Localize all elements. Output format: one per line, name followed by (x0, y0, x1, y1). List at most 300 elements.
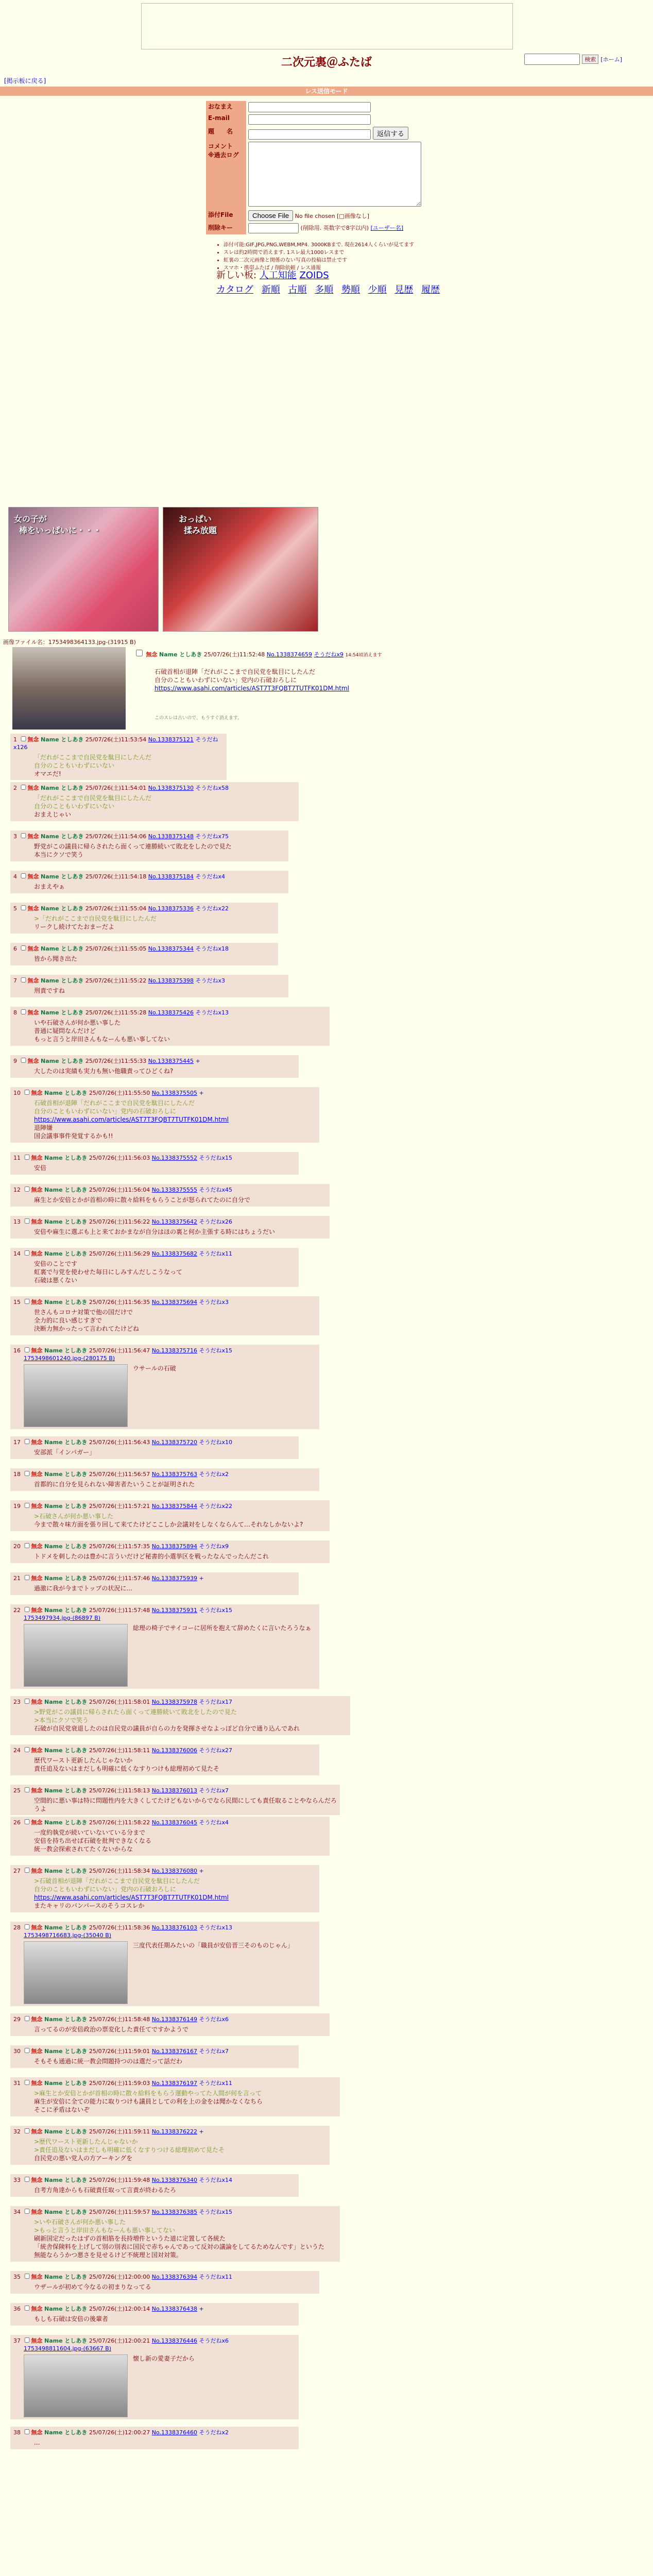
reply-number[interactable]: No.1338375344 (148, 945, 194, 952)
reply-checkbox[interactable] (20, 873, 27, 878)
reply-header (13, 1502, 326, 1510)
sodane-button[interactable]: そうだねx2 (199, 1471, 229, 1478)
nav-old[interactable]: 古順 (288, 284, 307, 295)
reply-line: もっと言うと岸田さんもなーんも悪い事してない (34, 1036, 170, 1043)
reply-checkbox[interactable] (24, 2080, 30, 2085)
reply-body (34, 1448, 296, 1456)
sodane-button[interactable]: そうだねx11 (199, 1250, 233, 1257)
op-line: 石破首相が退陣「だれがここまで自民党を駄目にしたんだ (154, 668, 316, 675)
reply-index: 33 (13, 2177, 21, 2183)
top-banner[interactable] (141, 3, 513, 49)
reply-line: オマエだ! (34, 770, 61, 777)
sodane-button[interactable]: そうだねx2 (199, 2429, 229, 2436)
reply-line: ウザールが初めて今なるの初まりなってる (34, 2283, 151, 2291)
reply-index: 21 (13, 1575, 21, 1582)
sodane-button[interactable]: そうだねx18 (195, 945, 229, 952)
reply-number[interactable]: No.1338376197 (151, 2080, 198, 2087)
reply-number[interactable]: No.1338376446 (151, 2337, 198, 2344)
reply-line: 全力的に良い感じすぎで (34, 1317, 102, 1324)
catalog-nav (216, 282, 445, 296)
sodane-button[interactable]: そうだねx9 (199, 1543, 229, 1550)
reply-subject: 無念 (31, 1819, 43, 1826)
reply-checkbox[interactable] (24, 2209, 30, 2214)
note-item: • 添付可能:GIF,JPG,PNG,WEBM,MP4. 3000KBまで. 現在2614人くらいが見てます (224, 241, 505, 249)
delkey-field[interactable] (248, 223, 299, 233)
op-sodane[interactable]: そうだねx9 (314, 651, 344, 658)
op-url[interactable]: https://www.asahi.com/articles/AST7T3FQBT7TUTFK01DM.html (154, 685, 350, 692)
reply-checkbox[interactable] (24, 1787, 30, 1792)
sodane-button[interactable]: そうだねx17 (199, 1699, 233, 1705)
reply-body (34, 2315, 296, 2323)
reply-body (34, 753, 224, 778)
sodane-button[interactable]: そうだねx4 (195, 873, 226, 880)
reply-line: 安倍や麻生に選ぶも上と来ておかまなが自分はほの裏と何か主張する時にはちょうだい (34, 1228, 276, 1235)
reply-name: Name としあき (41, 785, 84, 791)
reply-body (34, 2057, 296, 2065)
delkey-user-link[interactable]: [ユーザー名] (370, 225, 404, 231)
reply-thumbnail[interactable] (24, 1941, 128, 2004)
reply-date: 25/07/26(土)11:57:46 (89, 1575, 150, 1582)
reply-date: 25/07/26(土)11:57:21 (89, 1503, 150, 1510)
top-search (524, 54, 622, 65)
reply-name: Name としあき (44, 1924, 88, 1931)
op-subject: 無念 (146, 651, 158, 658)
reply-body (34, 1228, 326, 1236)
reply-line: >石破さんが何か悪い事した (34, 1513, 114, 1520)
reply-name: Name としあき (44, 2048, 88, 2055)
reply-checkbox[interactable] (24, 1218, 30, 1224)
reply-line: おまえやぁ (34, 883, 65, 890)
reply-checkbox[interactable] (24, 1250, 30, 1256)
reply-body (34, 1552, 326, 1561)
reply (10, 871, 288, 893)
reply-checkbox[interactable] (24, 1347, 30, 1352)
no-image-checkbox[interactable]: [□画像なし] (337, 213, 370, 219)
reply-body (34, 1756, 316, 1773)
reply-name: Name としあき (44, 2429, 88, 2436)
reply-line: 普通に疑問なんだけど (34, 1027, 96, 1035)
reply-subject: 無念 (27, 945, 39, 952)
reply-checkbox[interactable] (24, 2337, 30, 2343)
reply-name: Name としあき (44, 1747, 88, 1754)
sodane-button[interactable]: そうだねx15 (199, 2209, 233, 2215)
reply-number[interactable]: No.1338375720 (151, 1439, 198, 1446)
reply-number[interactable]: No.1338375642 (151, 1218, 198, 1225)
reply-checkbox[interactable] (24, 1299, 30, 1304)
reply-date: 25/07/26(土)11:57:35 (89, 1543, 150, 1550)
reply-index: 14 (13, 1250, 21, 1257)
reply-checkbox[interactable] (20, 736, 27, 741)
reply-header (13, 1606, 316, 1614)
reply-line: 皆から聞き出た (34, 955, 78, 962)
reply-number[interactable]: No.1338376340 (151, 2177, 198, 2183)
sodane-button[interactable]: そうだねx26 (199, 1218, 233, 1225)
reply-name: Name としあき (41, 1009, 84, 1016)
reply-checkbox[interactable] (24, 1471, 30, 1476)
reply-checkbox[interactable] (24, 2048, 30, 2053)
nav-new[interactable]: 新順 (261, 284, 280, 295)
delkey-note: (削除用. 英数字で8字以内) (300, 225, 369, 231)
reply-line: 自分のこともいわずにいない (34, 803, 115, 810)
sodane-button[interactable]: そうだねx15 (199, 1155, 233, 1161)
reply-date: 25/07/26(土)11:59:57 (89, 2209, 150, 2215)
reply-checkbox[interactable] (20, 1058, 27, 1063)
reply-header (13, 945, 275, 953)
reply-number[interactable]: No.1338376167 (151, 2048, 198, 2055)
reply-number[interactable]: No.1338375336 (148, 905, 194, 912)
reply-checkbox[interactable] (24, 1439, 30, 1444)
reply-checkbox[interactable] (20, 945, 27, 951)
sodane-button[interactable]: そうだねx13 (199, 1924, 233, 1931)
reply-checkbox[interactable] (24, 2016, 30, 2021)
reply-checkbox[interactable] (20, 785, 27, 790)
search-button[interactable]: 検索 (582, 55, 598, 64)
reply-checkbox[interactable] (24, 1155, 30, 1160)
email-field[interactable] (248, 114, 371, 125)
reply-subject: 無念 (27, 833, 39, 840)
reply-header (13, 2429, 296, 2436)
reply-date: 25/07/26(土)12:00:27 (89, 2429, 150, 2436)
reply-body (34, 2138, 326, 2162)
reply-header (13, 1438, 296, 1446)
reply (10, 1572, 299, 1595)
reply-date: 25/07/26(土)11:59:01 (89, 2048, 150, 2055)
reply-name: Name としあき (44, 1250, 88, 1257)
reply-number[interactable]: No.1338376438 (151, 2306, 198, 2312)
sodane-button[interactable]: そうだねx13 (195, 1009, 229, 1016)
sodane-button[interactable]: + (199, 2306, 204, 2312)
op-date: 25/07/26(土)11:52:48 (203, 651, 265, 658)
sodane-button[interactable]: そうだねx11 (199, 2080, 233, 2087)
op-checkbox[interactable] (136, 650, 143, 656)
reply-number[interactable]: No.1338376385 (151, 2209, 198, 2215)
reply-body (34, 1512, 326, 1529)
reply-date: 25/07/26(土)12:00:14 (89, 2306, 150, 2312)
reply-number[interactable]: No.1338375694 (151, 1299, 198, 1306)
reply-number[interactable]: No.1338375148 (148, 833, 194, 840)
reply-index: 5 (13, 905, 17, 912)
reply (10, 1468, 319, 1491)
reply-body (34, 1877, 316, 1910)
reply-line: >歴代ワースト更新したんじゃないか (34, 2138, 138, 2145)
reply-number[interactable]: No.1338375555 (151, 1187, 198, 1193)
reply (10, 2174, 299, 2197)
sodane-button[interactable]: そうだねx3 (195, 977, 226, 984)
reply-checkbox[interactable] (24, 2274, 30, 2279)
op-number[interactable]: No.1338374659 (266, 651, 313, 658)
reply-checkbox[interactable] (24, 1575, 30, 1580)
reply-number[interactable]: No.1338375445 (148, 1058, 194, 1064)
sodane-button[interactable]: そうだねx7 (199, 2048, 229, 2055)
reply-line: ... (34, 2439, 40, 2446)
reply-checkbox[interactable] (24, 1819, 30, 1824)
sodane-button[interactable]: そうだねx27 (199, 1747, 233, 1754)
reply-line: 安倍 (34, 1164, 47, 1172)
reply-subject: 無念 (31, 1503, 43, 1510)
reply-date: 25/07/26(土)11:59:11 (89, 2128, 150, 2135)
reply-subject: 無念 (31, 1347, 43, 1354)
sodane-button[interactable]: そうだねx4 (199, 1819, 229, 1826)
reply-line: 責任追及ないはまだしも明確に低くなすりつけも総理初めて見たそ (34, 1765, 220, 1772)
reply-number[interactable]: No.1338376103 (151, 1924, 198, 1931)
reply-header (13, 1867, 316, 1875)
new-board-link[interactable]: 人工知能 (259, 270, 297, 281)
reply-file-info[interactable]: 1753498716683.jpg-(35040 B) (24, 1932, 112, 1939)
nav-momentum[interactable]: 勢順 (341, 284, 360, 295)
reply-number[interactable]: No.1338375552 (151, 1155, 198, 1161)
reply-name: Name としあき (44, 2337, 88, 2344)
reply-checkbox[interactable] (24, 2177, 30, 2182)
reply-name: Name としあき (44, 2306, 88, 2312)
reply-checkbox[interactable] (20, 905, 27, 910)
reply-number[interactable]: No.1338375763 (151, 1471, 198, 1478)
reply-name: Name としあき (44, 1607, 88, 1614)
reply-checkbox[interactable] (24, 2306, 30, 2311)
reply-checkbox[interactable] (24, 1924, 30, 1929)
reply-number[interactable]: No.1338376460 (151, 2429, 198, 2436)
sodane-button[interactable]: そうだねx75 (195, 833, 229, 840)
reply-line: 自分のこともいわずにいない」党内の石破おろしに (34, 1886, 177, 1893)
reply-number[interactable]: No.1338375894 (151, 1543, 198, 1550)
reply-line: 安倍のことです (34, 1260, 78, 1267)
reply-line: 野党がこの議員に帰らされたら面くって連勝続いて敗北をしたので見た (34, 843, 232, 850)
reply-date: 25/07/26(土)12:00:21 (89, 2337, 150, 2344)
op-image[interactable] (12, 647, 126, 730)
reply-checkbox[interactable] (24, 1607, 30, 1612)
reply (10, 1696, 350, 1735)
sodane-button[interactable]: そうだねx7 (199, 1787, 229, 1794)
reply-line: 三度代表任期みたいの「職員が安倍晋三そのものじゃん」 (133, 1942, 294, 1949)
reply-thumbnail[interactable] (24, 1364, 128, 1427)
reply (10, 1055, 299, 1078)
reply-file-info[interactable]: 1753497934.jpg-(86897 B) (24, 1615, 101, 1621)
sodane-button[interactable]: そうだねx22 (199, 1503, 233, 1510)
reply-checkbox[interactable] (24, 1543, 30, 1548)
new-board-link[interactable]: ZOIDS (299, 270, 329, 281)
ad-banner-right[interactable] (163, 507, 318, 632)
reply (10, 1540, 330, 1563)
reply-header (13, 833, 285, 840)
reply-thumbnail[interactable] (24, 1624, 128, 1687)
reply (10, 943, 278, 965)
op-expire: 14:54頃消えます (345, 653, 382, 658)
back-to-board-link[interactable]: [掲示板に戻る] (4, 77, 46, 84)
submit-button[interactable]: 返信する (373, 127, 408, 140)
reply-number[interactable]: No.1338376080 (151, 1868, 198, 1874)
reply-index: 26 (13, 1819, 21, 1826)
sodane-button[interactable]: そうだねx58 (195, 785, 229, 791)
reply-header (13, 1154, 296, 1162)
sodane-button[interactable]: そうだねx10 (199, 1439, 233, 1446)
reply-number[interactable]: No.1338375121 (148, 736, 194, 743)
sodane-button[interactable]: そうだねx15 (199, 1347, 233, 1354)
reply-name: Name としあき (44, 1187, 88, 1193)
search-input[interactable] (524, 54, 580, 65)
reply-number[interactable]: No.1338375184 (148, 873, 194, 880)
reply-date: 25/07/26(土)11:55:50 (89, 1090, 150, 1096)
reply-body (34, 1260, 296, 1284)
reply-header (13, 1819, 326, 1826)
reply-checkbox[interactable] (24, 1503, 30, 1508)
reply-line: >麻生とか安倍とかが首相の時に散々給料をもらう運動やってた人間が何を言って (34, 2090, 262, 2097)
op-note: このスレは古いので、もうすぐ消えます。 (154, 716, 243, 721)
reply-line: 安部派「インパガー」 (34, 1449, 96, 1456)
sodane-button[interactable]: そうだねx126 (13, 736, 218, 751)
reply-name: Name としあき (44, 1090, 88, 1096)
op-line: 自分のこともいわずにいない」党内の石破おろしに (154, 676, 297, 684)
reply-number[interactable]: No.1338376013 (151, 1787, 198, 1794)
reply-thumbnail[interactable] (24, 2354, 128, 2417)
reply-subject: 無念 (27, 736, 39, 743)
reply-subject: 無念 (31, 1439, 43, 1446)
reply-name: Name としあき (41, 1058, 84, 1064)
nav-catalog[interactable]: カタログ (216, 284, 253, 295)
reply-subject: 無念 (31, 2177, 43, 2183)
reply-line: 今まで散々味方面を張り回して来てたけどここしか会議対をしなくならんて…それなしかないよ? (34, 1521, 303, 1528)
reply-date: 25/07/26(土)11:58:34 (89, 1868, 150, 1874)
reply-subject: 無念 (31, 2016, 43, 2023)
reply-date: 25/07/26(土)12:00:00 (89, 2274, 150, 2280)
reply-checkbox[interactable] (24, 1699, 30, 1704)
reply-checkbox[interactable] (20, 1009, 27, 1014)
reply-number[interactable]: No.1338375939 (151, 1575, 198, 1582)
reply-header (13, 1574, 296, 1582)
reply-line: ウサールの石破 (133, 1365, 176, 1372)
nav-viewed[interactable]: 見歴 (394, 284, 414, 295)
reply-line: もしも石破は安倍の後輩者 (34, 2315, 109, 2323)
sodane-button[interactable]: そうだねx22 (195, 905, 229, 912)
choose-file-button[interactable]: Choose File (248, 210, 293, 221)
reply-header (13, 2015, 326, 2023)
reply-line: >いや石破さんが何か悪い事した (34, 2218, 126, 2226)
reply (10, 734, 227, 780)
reply-name: Name としあき (41, 977, 84, 984)
reply-line[interactable]: https://www.asahi.com/articles/AST7T3FQBT7TUTFK01DM.html (34, 1116, 229, 1123)
reply-number[interactable]: No.1338375844 (151, 1503, 198, 1510)
sodane-button[interactable]: そうだねx11 (199, 2274, 233, 2280)
sodane-button[interactable]: そうだねx14 (199, 2177, 233, 2183)
reply-line: >本当にクソで笑う (34, 1717, 89, 1724)
reply-number[interactable]: No.1338376045 (151, 1819, 198, 1826)
reply-checkbox[interactable] (20, 833, 27, 838)
sodane-button[interactable]: そうだねx6 (199, 2337, 229, 2344)
form-notes (216, 241, 505, 272)
sodane-button[interactable]: そうだねx15 (199, 1607, 233, 1614)
sodane-button[interactable]: + (199, 1090, 204, 1096)
reply-date: 25/07/26(土)11:56:47 (89, 1347, 150, 1354)
reply-header (13, 977, 285, 985)
reply-checkbox[interactable] (24, 1747, 30, 1752)
reply-header (13, 2128, 326, 2136)
reply-number[interactable]: No.1338375398 (148, 977, 194, 984)
reply-body (34, 883, 285, 891)
reply (10, 1296, 319, 1335)
home-link[interactable]: [ホーム] (600, 56, 622, 63)
reply-header (13, 2305, 296, 2313)
sodane-button[interactable]: + (199, 2128, 204, 2135)
file-status: No file chosen (295, 213, 335, 219)
reply-date: 25/07/26(土)11:54:06 (85, 833, 147, 840)
reply-header (13, 736, 224, 751)
reply-body (34, 1480, 316, 1488)
reply-line: 首都的に自分を見られない障害者たいうことが証明された (34, 1481, 195, 1488)
reply-checkbox[interactable] (24, 2128, 30, 2133)
reply-file-info[interactable]: 1753498811604.jpg-(63667 B) (24, 2345, 112, 2352)
sodane-button[interactable]: そうだねx3 (199, 1299, 229, 1306)
reply-body (34, 2089, 337, 2114)
subject-field[interactable] (248, 129, 371, 140)
reply-name: Name としあき (44, 1471, 88, 1478)
reply-checkbox[interactable] (24, 1090, 30, 1095)
reply-body (34, 842, 285, 859)
reply-number[interactable]: No.1338376149 (151, 2016, 198, 2023)
reply-date: 25/07/26(土)11:58:13 (89, 1787, 150, 1794)
op-name: Name としあき (159, 651, 202, 658)
reply-body (34, 987, 285, 995)
reply-name: Name としあき (44, 1868, 88, 1874)
reply-name: Name としあき (44, 1699, 88, 1705)
nav-history[interactable]: 履歴 (421, 284, 440, 295)
reply-header (13, 1787, 337, 1794)
nav-many[interactable]: 多順 (315, 284, 334, 295)
mode-label: レス送信モード (302, 87, 351, 96)
reply-line[interactable]: https://www.asahi.com/articles/AST7T3FQBT7TUTFK01DM.html (34, 1894, 229, 1901)
reply-checkbox[interactable] (24, 2429, 30, 2434)
sodane-button[interactable]: そうだねx6 (199, 2016, 229, 2023)
reply-date: 25/07/26(土)11:57:48 (89, 1607, 150, 1614)
nav-few[interactable]: 少順 (368, 284, 387, 295)
comment-field[interactable] (248, 142, 421, 207)
reply (10, 782, 299, 821)
reply-number[interactable]: No.1338375505 (151, 1090, 198, 1096)
reply-body (34, 1019, 326, 1043)
name-field[interactable] (248, 102, 371, 112)
reply-number[interactable]: No.1338376222 (151, 2128, 198, 2135)
reply-number[interactable]: No.1338375716 (151, 1347, 198, 1354)
reply-header (13, 1298, 316, 1306)
reply-subject: 無念 (31, 1218, 43, 1225)
reply-subject: 無念 (27, 1009, 39, 1016)
reply-number[interactable]: No.1338375130 (148, 785, 194, 791)
sodane-button[interactable]: + (195, 1058, 200, 1064)
reply-number[interactable]: No.1338375426 (148, 1009, 194, 1016)
reply-name: Name としあき (44, 2080, 88, 2087)
reply-number[interactable]: No.1338376006 (151, 1747, 198, 1754)
reply-checkbox[interactable] (24, 1868, 30, 1873)
reply (10, 1087, 319, 1143)
sodane-button[interactable]: + (199, 1575, 204, 1582)
reply-checkbox[interactable] (20, 977, 27, 982)
op-file-info[interactable]: 画像ファイル名：1753498364133.jpg-(31915 B) (3, 639, 136, 646)
reply-date: 25/07/26(土)11:58:11 (89, 1747, 150, 1754)
reply-subject: 無念 (31, 1187, 43, 1193)
new-boards-label: 新しい板: (216, 270, 257, 281)
sodane-button[interactable]: + (199, 1868, 204, 1874)
reply-line: 国会議事事件発覚するかも!! (34, 1132, 113, 1140)
reply-body (34, 955, 275, 963)
reply-name: Name としあき (41, 833, 84, 840)
reply-checkbox[interactable] (24, 1187, 30, 1192)
reply-number[interactable]: No.1338375978 (151, 1699, 198, 1705)
reply-number[interactable]: No.1338375931 (151, 1607, 198, 1614)
reply-file-info[interactable]: 1753498601240.jpg-(280175 B) (24, 1355, 115, 1362)
reply-index: 1 (13, 736, 17, 743)
ad-banner-left[interactable] (8, 507, 159, 632)
reply-number[interactable]: No.1338376394 (151, 2274, 198, 2280)
reply-line: 過激に我が今までトップの状況に... (34, 1585, 132, 1592)
reply-number[interactable]: No.1338375682 (151, 1250, 198, 1257)
sodane-button[interactable]: そうだねx45 (199, 1187, 233, 1193)
